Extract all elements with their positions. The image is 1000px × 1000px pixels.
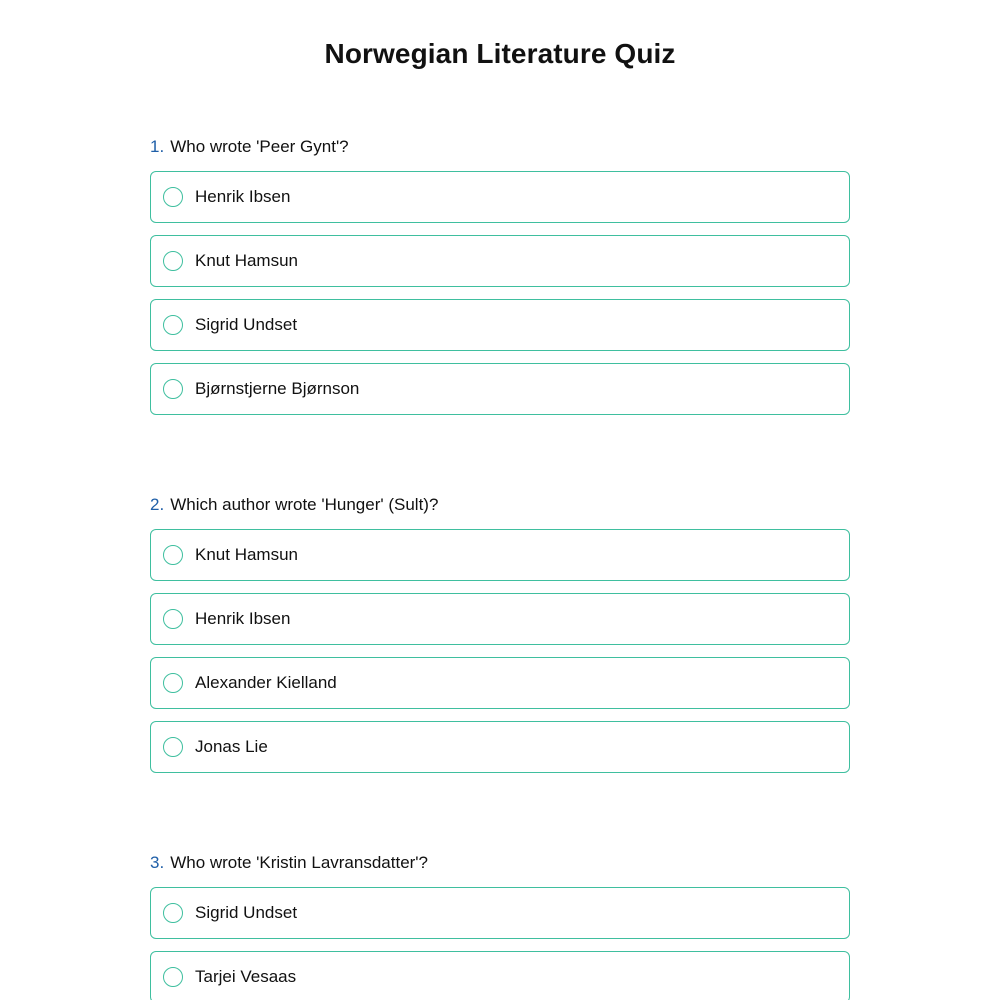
radio-button-icon[interactable]: [163, 609, 183, 629]
option-bjornstjerne-bjornson[interactable]: [150, 363, 850, 415]
radio-button-icon[interactable]: [163, 545, 183, 565]
option-alexander-kielland[interactable]: [150, 657, 850, 709]
option-label: Bjørnstjerne Bjørnson: [195, 379, 360, 398]
radio-button-icon[interactable]: [163, 379, 183, 399]
option-sigrid-undset[interactable]: [150, 887, 850, 939]
question-2: [150, 493, 850, 785]
question-1: [150, 135, 850, 427]
option-label: Henrik Ibsen: [195, 609, 291, 628]
question-text: Who wrote 'Kristin Lavransdatter'?: [170, 853, 429, 872]
option-henrik-ibsen[interactable]: [150, 593, 850, 645]
radio-button-icon[interactable]: [163, 903, 183, 923]
option-knut-hamsun[interactable]: [150, 529, 850, 581]
radio-button-icon[interactable]: [163, 673, 183, 693]
question-number: 3.: [150, 853, 165, 872]
question-heading: [150, 135, 850, 159]
radio-button-icon[interactable]: [163, 315, 183, 335]
question-text: Which author wrote 'Hunger' (Sult)?: [170, 495, 439, 514]
option-sigrid-undset[interactable]: [150, 299, 850, 351]
option-label: Sigrid Undset: [195, 903, 298, 922]
radio-button-icon[interactable]: [163, 967, 183, 987]
question-number: 2.: [150, 495, 165, 514]
option-label: Knut Hamsun: [195, 545, 298, 564]
option-henrik-ibsen[interactable]: [150, 171, 850, 223]
question-3: [150, 851, 850, 1000]
option-label: Henrik Ibsen: [195, 187, 291, 206]
page-title: Norwegian Literature Quiz: [324, 38, 676, 69]
question-heading: [150, 493, 850, 517]
option-label: Sigrid Undset: [195, 315, 298, 334]
radio-button-icon[interactable]: [163, 187, 183, 207]
option-knut-hamsun[interactable]: [150, 235, 850, 287]
option-tarjei-vesaas[interactable]: [150, 951, 850, 1000]
option-label: Jonas Lie: [195, 737, 268, 756]
option-jonas-lie[interactable]: [150, 721, 850, 773]
option-label: Tarjei Vesaas: [195, 967, 297, 986]
question-text: Who wrote 'Peer Gynt'?: [170, 137, 349, 156]
radio-button-icon[interactable]: [163, 251, 183, 271]
question-heading: [150, 851, 850, 875]
question-number: 1.: [150, 137, 165, 156]
radio-button-icon[interactable]: [163, 737, 183, 757]
option-label: Alexander Kielland: [195, 673, 337, 692]
option-label: Knut Hamsun: [195, 251, 298, 270]
